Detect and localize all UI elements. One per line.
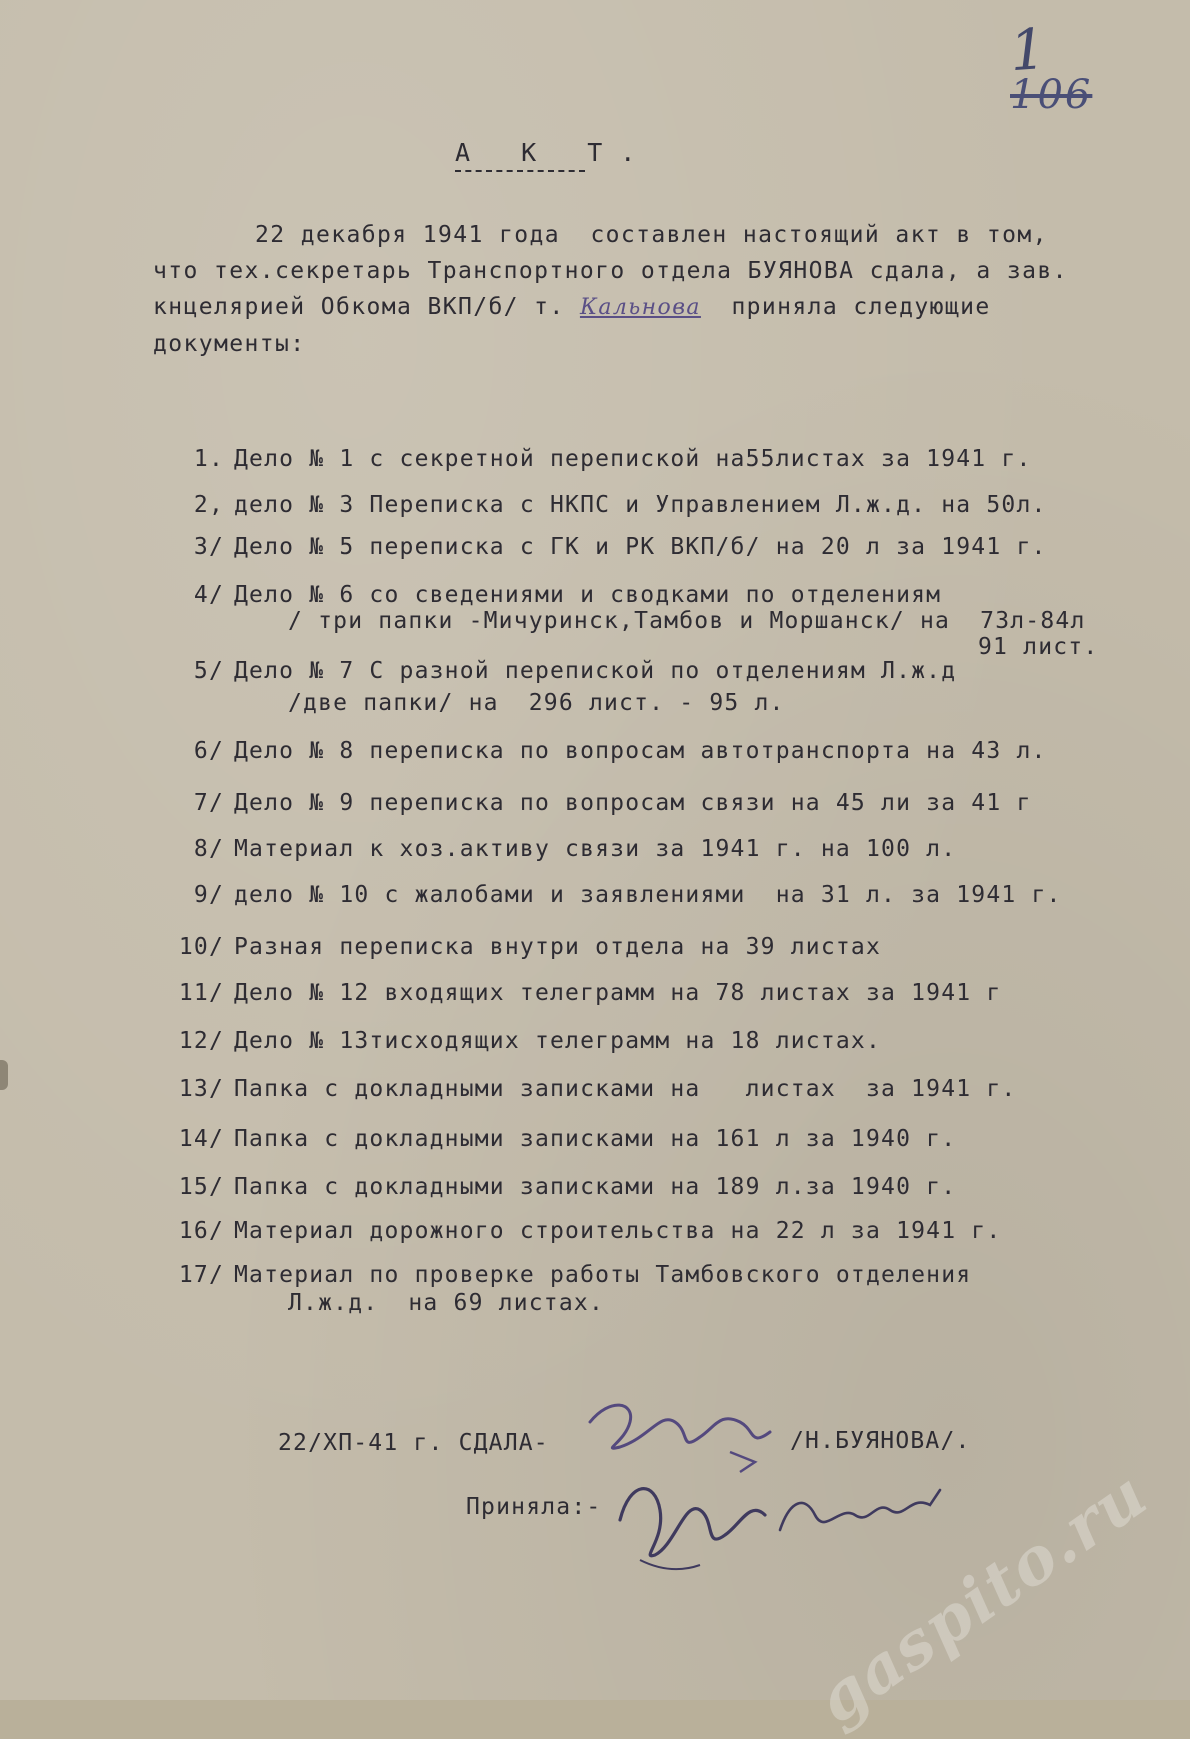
item-text: дело № 3 Переписка с НКПС и Управлением Л.ж.д. на 50л.	[234, 492, 1047, 518]
item-text: Дело № 7 С разной перепиской по отделениям Л.ж.д	[234, 658, 957, 684]
intro-line-4: документы:	[153, 331, 306, 357]
list-item	[168, 790, 1032, 816]
list-item	[168, 980, 1001, 1006]
item-number: 4/	[193, 582, 224, 608]
pencil-page-number: 1	[1007, 16, 1048, 85]
item-text: Разная переписка внутри отдела на 39 листах	[234, 934, 882, 960]
title-underline	[455, 170, 585, 172]
item-text: Дело № 1 с секретной перепиской на55листах за 1941 г.	[234, 446, 1032, 472]
item-text: Дело № 12 входящих телеграмм на 78 листах за 1941 г	[234, 980, 1002, 1006]
item-number: 17/	[178, 1262, 224, 1288]
intro-line-3-suffix: приняла следующие	[731, 294, 991, 320]
item-text: Материал к хоз.активу связи за 1941 г. на 100 л.	[234, 836, 957, 862]
list-item	[168, 934, 881, 960]
item-text: дело № 10 с жалобами и заявлениями на 31 л. за 1941 г.	[234, 882, 1062, 908]
item-number: 13/	[178, 1076, 224, 1102]
watermark: gaspito.ru	[803, 1456, 1162, 1739]
item-text: Дело № 6 со сведениями и сводками по отделениям	[234, 582, 942, 608]
item-number: 3/	[193, 534, 224, 560]
list-item	[168, 1028, 881, 1054]
item-number: 10/	[178, 934, 224, 960]
item-number: 11/	[178, 980, 224, 1006]
item-continuation: /две папки/ на 296 лист. - 95 л.	[288, 690, 785, 716]
item-number: 8/	[193, 836, 224, 862]
item-number: 1.	[193, 446, 224, 472]
item-text: Дело № 9 переписка по вопросам связи на 45 ли за 41 г	[234, 790, 1032, 816]
item-continuation: / три папки -Мичуринск,Тамбов и Моршанск/ на 73л-84л	[288, 608, 1086, 634]
folio-number: 106	[1010, 72, 1093, 118]
document-title: А К Т.	[455, 138, 654, 167]
item-number: 14/	[178, 1126, 224, 1152]
list-item	[168, 582, 941, 608]
item-text: Материал по проверке работы Тамбовского отделения	[234, 1262, 972, 1288]
intro-line-1: 22 декабря 1941 года составлен настоящий акт в том,	[255, 222, 1048, 248]
list-item	[168, 738, 1047, 764]
signoff-date-label: 22/ХП-41 г. СДАЛА-	[278, 1430, 549, 1456]
list-item	[168, 882, 1062, 908]
list-item	[168, 534, 1047, 560]
item-number: 5/	[193, 658, 224, 684]
item-text: Папка с докладными записками на листах за 1941 г.	[234, 1076, 1017, 1102]
intro-line-2: что тех.секретарь Транспортного отдела БУЯНОВА сдала, а зав.	[153, 258, 1068, 284]
list-item	[168, 1218, 1001, 1244]
intro-line-3	[153, 294, 991, 320]
item-continuation: Л.ж.д. на 69 листах.	[288, 1290, 604, 1316]
list-item	[168, 658, 956, 684]
item-text: Дело № 8 переписка по вопросам автотранспорта на 43 л.	[234, 738, 1047, 764]
item-text: Папка с докладными записками на 161 л за 1940 г.	[234, 1126, 957, 1152]
intro-line-3-prefix: кнцелярией Обкома ВКП/б/ т.	[153, 294, 565, 320]
item-number: 16/	[178, 1218, 224, 1244]
item-number: 12/	[178, 1028, 224, 1054]
item-text: Дело № 5 переписка с ГК и РК ВКП/б/ на 20 л за 1941 г.	[234, 534, 1047, 560]
item-number: 6/	[193, 738, 224, 764]
item-number: 2,	[193, 492, 224, 518]
list-item	[168, 1174, 956, 1200]
item-text: Папка с докладными записками на 189 л.за 1940 г.	[234, 1174, 957, 1200]
handed-name: /Н.БУЯНОВА/.	[790, 1428, 971, 1454]
list-item	[168, 1076, 1016, 1102]
item-number: 9/	[193, 882, 224, 908]
list-item	[168, 446, 1032, 472]
list-item	[168, 836, 956, 862]
item-text: Дело № 13тисходящих телеграмм на 18 листах.	[234, 1028, 882, 1054]
item-continuation: 91 лист.	[978, 634, 1099, 660]
item-number: 7/	[193, 790, 224, 816]
list-item	[168, 492, 1047, 518]
handwritten-receiver-name: Кальнова	[579, 295, 701, 320]
received-signature	[600, 1460, 960, 1580]
item-text: Материал дорожного строительства на 22 л за 1941 г.	[234, 1218, 1002, 1244]
list-item	[168, 1126, 956, 1152]
page-edge-mark	[0, 1060, 8, 1090]
received-label: Приняла:-	[466, 1494, 602, 1520]
list-item	[168, 1262, 971, 1288]
item-number: 15/	[178, 1174, 224, 1200]
